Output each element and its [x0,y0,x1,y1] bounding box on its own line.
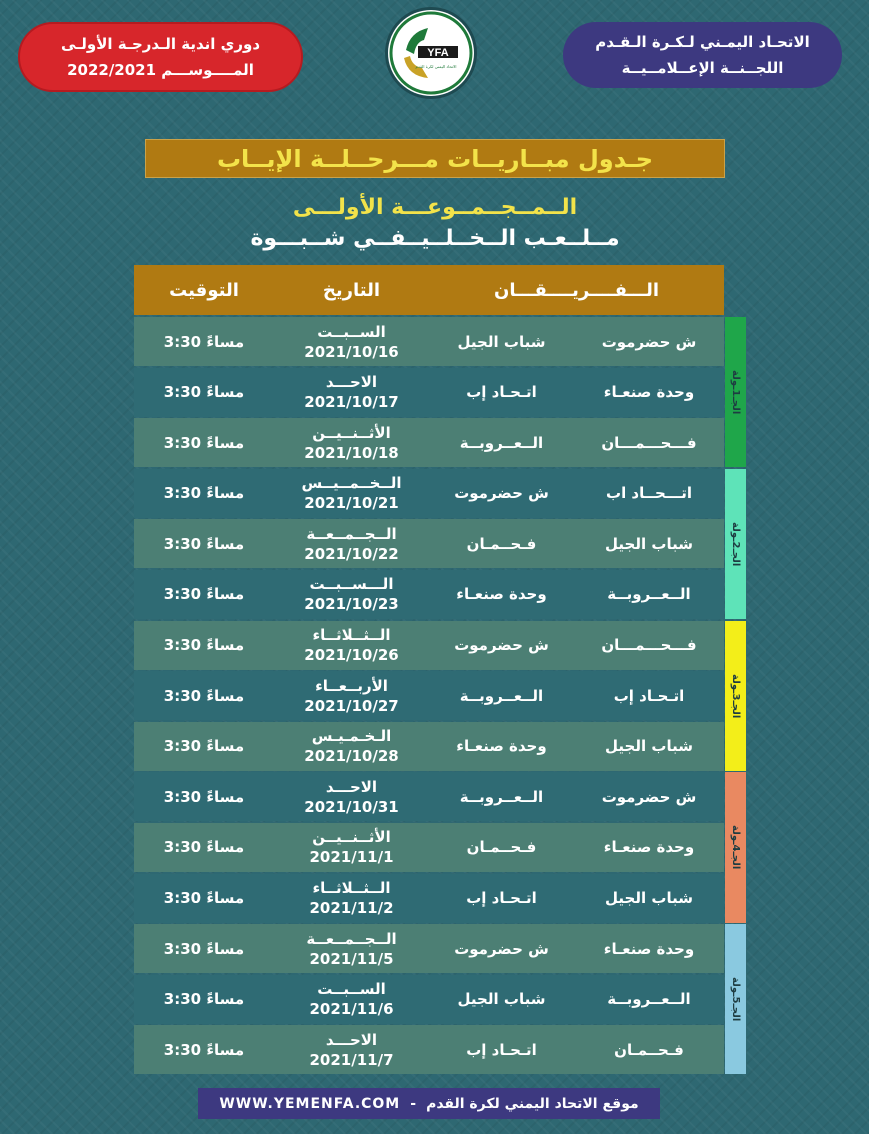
round-label: الجـ5ـولة [730,977,741,1022]
match-time: 3:30 مساءً [163,990,245,1009]
match-date [274,878,429,918]
away-team: اتـحـاد إب [466,889,537,908]
venue-title: مــلــعـب الــخــلــيــفــي شــبـــوة [250,226,620,251]
away-team: الــعــروبــة [459,787,544,806]
match-date [274,777,429,817]
match-date [274,524,429,564]
match-row [134,671,724,720]
round-marker [725,469,746,619]
away-team: ش حضرموت [454,636,549,655]
match-date-value: 2021/10/21 [304,494,399,513]
home-team: اتـحـاد إب [613,686,685,705]
match-time: 3:30 مساءً [163,686,245,705]
match-row [134,368,724,417]
away-team: وحدة صنعـاء [456,585,547,604]
home-team: الــعــروبــة [607,990,691,1009]
match-row [134,924,724,973]
round-marker [725,924,746,1074]
home-team: شباب الجيل [605,534,693,553]
away-team: شباب الجيل [457,332,546,351]
match-date [274,979,429,1019]
match-row [134,469,724,518]
logo-subtitle: الاتحاد اليمني لكرة القدم [415,64,457,69]
home-team: فـــحـــمـــان [601,636,697,655]
round-label: الجـ3ـولة [730,673,741,718]
match-time: 3:30 مساءً [163,939,245,958]
match-time: 3:30 مساءً [163,534,245,553]
round-label: الجـ4ـولة [730,825,741,870]
away-team: شباب الجيل [457,990,546,1009]
match-row [134,1025,724,1074]
match-date-value: 2021/10/22 [304,544,399,563]
match-row [134,418,724,467]
league-badge [18,22,303,92]
season-label: المــــوســـم 2022/2021 [67,61,254,79]
table-header [134,265,724,315]
match-time: 3:30 مساءً [163,484,245,503]
match-date-value: 2021/10/23 [304,595,399,614]
match-time: 3:30 مساءً [163,737,245,756]
home-team: ش حضرموت [601,332,697,351]
match-date-value: 2021/10/18 [304,443,399,462]
match-row [134,874,724,923]
home-team: شباب الجيل [605,737,693,756]
away-team: وحدة صنعـاء [456,737,547,756]
match-day: الســبــت [317,980,386,999]
match-day: الأربــعــاء [315,676,388,695]
match-date-value: 2021/11/6 [309,1000,394,1019]
match-day: الاحـــد [325,373,378,392]
group-title: الــمــجــمــوعـــة الأولـــى [292,195,578,220]
match-date-value: 2021/10/26 [304,646,399,665]
match-day: الــجــمــعــة [306,929,397,948]
match-day: الســبــت [317,322,386,341]
match-time: 3:30 مساءً [163,383,245,402]
match-date-value: 2021/11/2 [309,899,394,918]
footer-site[interactable]: WWW.YEMENFA.COM [219,1095,401,1112]
home-team: وحدة صنعـاء [603,838,695,857]
round-marker [725,772,746,922]
home-team: ش حضرموت [601,787,697,806]
match-time: 3:30 مساءً [163,1040,245,1059]
match-row [134,823,724,872]
match-day: الـــســبــت [309,575,394,594]
media-committee: اللجــنــة الإعــلامــيــة [621,59,784,77]
footer-separator: - [410,1095,417,1112]
match-date [274,827,429,867]
match-date [274,372,429,412]
match-time: 3:30 مساءً [163,332,245,351]
federation-badge [563,22,842,88]
match-day: الأثــنــيــن [312,828,391,847]
league-name: دوري اندية الـدرجـة الأولـى [60,35,261,53]
match-date-value: 2021/10/31 [304,797,399,816]
away-team: الــعــروبــة [459,686,544,705]
match-date [274,1030,429,1070]
match-date-value: 2021/11/7 [309,1050,394,1069]
match-day: الــثــلاثــاء [312,879,391,898]
match-date [274,929,429,969]
match-row [134,621,724,670]
match-time: 3:30 مساءً [163,889,245,908]
home-team: شباب الجيل [605,889,693,908]
match-date [274,473,429,513]
match-date [274,322,429,362]
match-date-value: 2021/10/16 [304,342,399,361]
match-row [134,317,724,366]
yfa-logo-emblem [388,10,474,96]
match-date [274,423,429,463]
match-day: الاحـــد [325,1030,378,1049]
round-label: الجـ2ـولة [730,521,741,567]
match-day: الـخـمـيـس [311,727,392,746]
away-team: ش حضرموت [454,939,549,958]
match-table [134,317,724,1076]
home-team: اتـــحــاد اب [606,484,692,503]
match-time: 3:30 مساءً [163,787,245,806]
away-team: ش حضرموت [454,484,549,503]
away-team: الــعــروبــة [459,433,544,452]
match-day: الــثــلاثــاء [312,626,391,645]
match-date-value: 2021/10/27 [304,696,399,715]
away-team: فـحــمـان [466,534,537,553]
away-team: اتـحـاد إب [466,1040,537,1059]
match-date [274,625,429,665]
match-row [134,722,724,771]
match-row [134,772,724,821]
away-team: فـحــمـان [466,838,537,857]
match-row [134,975,724,1024]
match-date-value: 2021/11/5 [309,949,394,968]
match-day: الــجــمــعــة [306,524,397,543]
match-row [134,519,724,568]
home-team: وحدة صنعـاء [603,939,695,958]
match-date [274,574,429,614]
match-date-value: 2021/11/1 [309,848,394,867]
logo-text: YFA [427,47,449,59]
away-team: اتـحـاد إب [466,383,537,402]
header-time: التوقيت [169,279,239,301]
match-day: الأثــنــيــن [312,423,391,442]
header-teams: الـــفــــريــــقـــان [493,279,660,301]
header-date: التاريخ [322,279,381,301]
round-label: الجـ1ـولة [730,369,741,415]
match-time: 3:30 مساءً [163,636,245,655]
yfa-logo [388,10,474,96]
match-row [134,570,724,619]
footer-banner [198,1088,660,1119]
match-date-value: 2021/10/28 [304,747,399,766]
schedule-title: جـدول مبــاريــات مـــرحــلــة الإيــاب [145,139,725,178]
home-team: فـحــمـان [614,1040,684,1059]
match-date-value: 2021/10/17 [304,393,399,412]
federation-name: الاتحـاد اليمـني لـكـرة الـقـدم [595,33,810,51]
match-date [274,726,429,766]
round-marker [725,621,746,771]
match-time: 3:30 مساءً [163,433,245,452]
match-day: الــخــمــيــس [301,474,402,493]
home-team: الــعــروبــة [607,585,691,604]
match-time: 3:30 مساءً [163,585,245,604]
match-date [274,676,429,716]
round-marker [725,317,746,467]
home-team: فـــحـــمـــان [601,433,697,452]
home-team: وحدة صنعـاء [603,383,695,402]
match-time: 3:30 مساءً [163,838,245,857]
footer-label: موقع الاتحاد اليمني لكرة القدم [426,1095,639,1112]
match-day: الاحـــد [325,777,378,796]
